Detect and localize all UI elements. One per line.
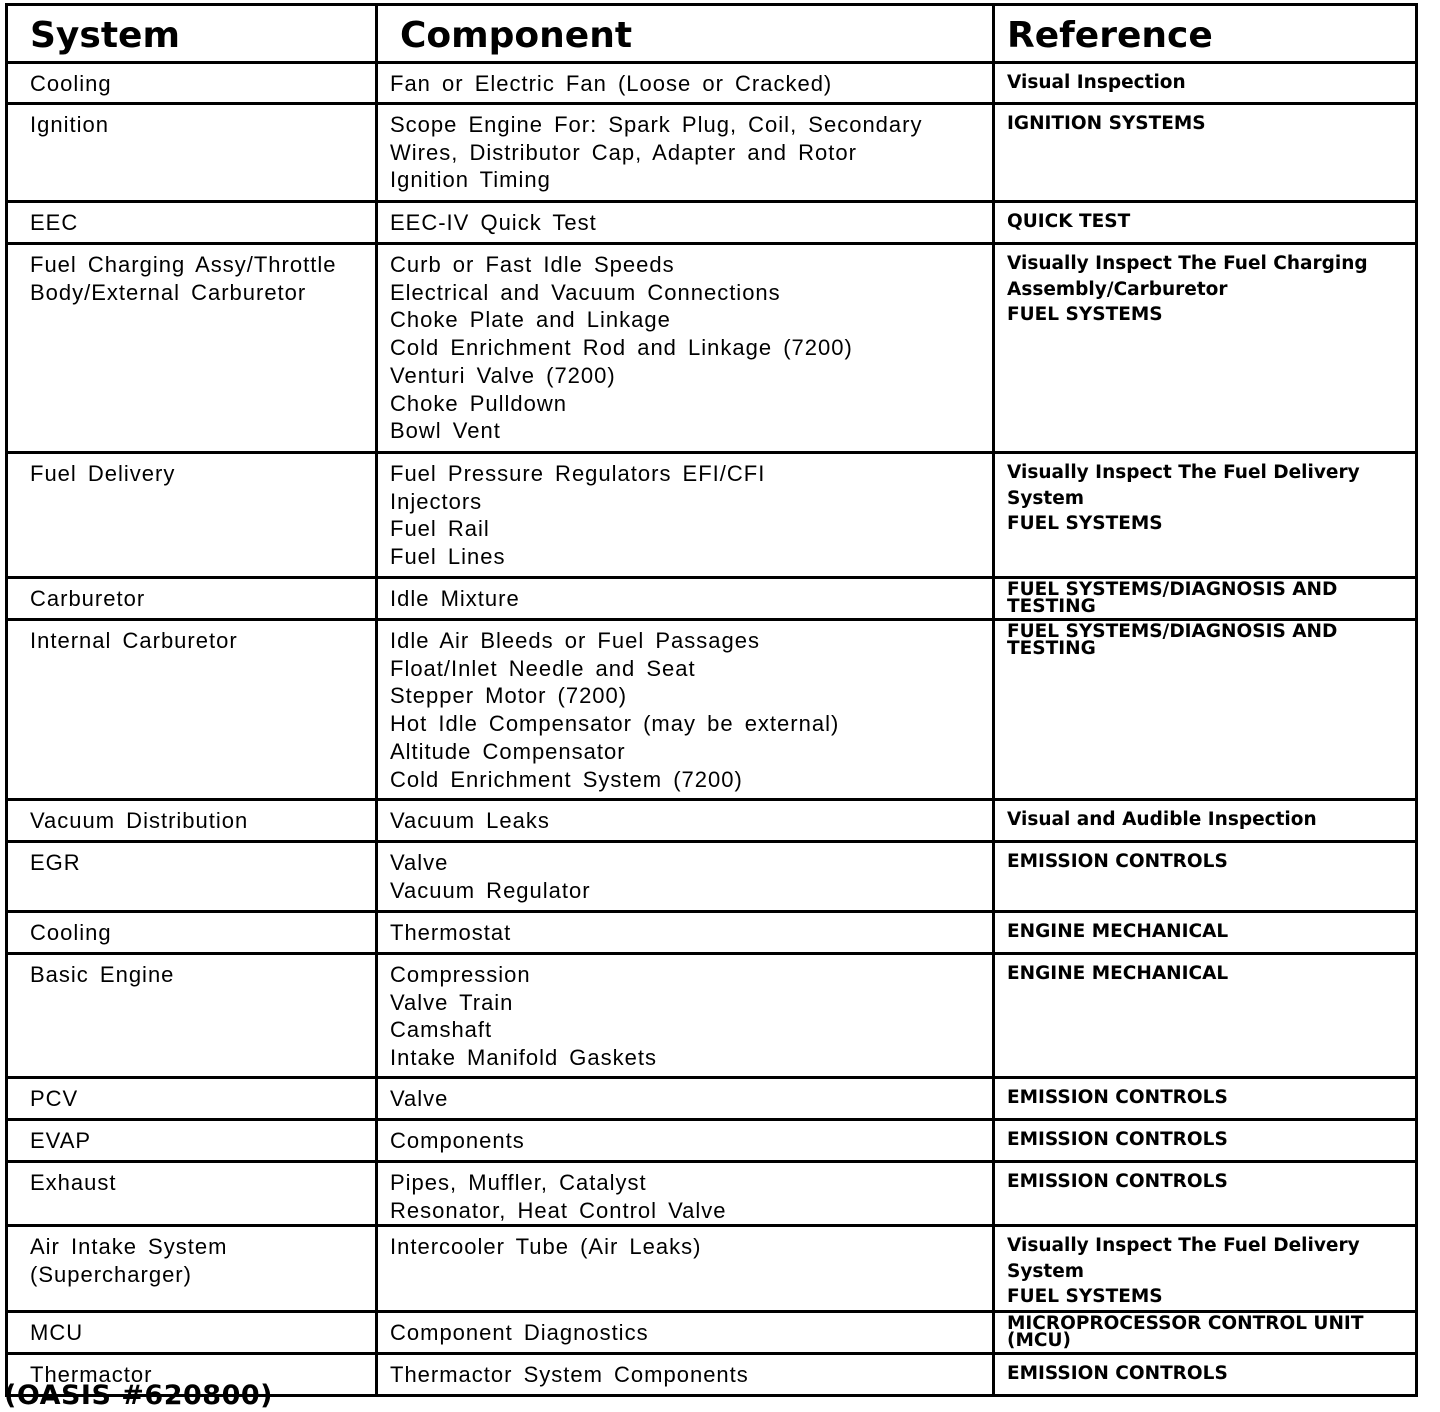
cell-component: Scope Engine For: Spark Plug, Coil, Secondary Wires, Distributor Cap, Adapter and Rotor Ignition Timing: [390, 112, 923, 193]
cell-reference-box: [994, 202, 1417, 244]
cell-reference: IGNITION SYSTEMS: [1007, 113, 1206, 134]
cell-component-box: [377, 63, 994, 104]
cell-system-box: [7, 1162, 377, 1226]
cell-reference: Visually Inspect The Fuel Delivery System FUEL SYSTEMS: [1007, 1235, 1360, 1308]
table-row: [7, 578, 1417, 620]
cell-system-box: [7, 202, 377, 244]
table-row: [7, 63, 1417, 104]
cell-system: Cooling: [30, 920, 112, 945]
cell-system: Fuel Delivery: [30, 461, 176, 486]
cell-system: EVAP: [30, 1128, 92, 1153]
table-row: [7, 104, 1417, 202]
cell-reference-box: [994, 620, 1417, 800]
cell-reference-box: [994, 244, 1417, 453]
cell-component: Pipes, Muffler, Catalyst Resonator, Heat Control Valve: [390, 1170, 727, 1223]
table-body: [7, 63, 1417, 1396]
cell-reference: FUEL SYSTEMS/DIAGNOSIS AND TESTING: [1007, 579, 1338, 617]
cell-system-box: [7, 842, 377, 912]
oasis-reference-note: (OASIS #620800): [4, 1380, 273, 1411]
cell-component-box: [377, 244, 994, 453]
cell-component: Curb or Fast Idle Speeds Electrical and Vacuum Connections Choke Plate and Linkage Cold Enrichment Rod and Linkage (7200) Venturi Valve (7200) Choke Pulldown Bowl Vent: [390, 252, 853, 444]
cell-reference-box: [994, 63, 1417, 104]
cell-system: Fuel Charging Assy/Throttle Body/External Carburetor: [30, 252, 337, 305]
cell-system-box: [7, 1311, 377, 1353]
cell-system: EEC: [30, 210, 79, 235]
cell-reference: EMISSION CONTROLS: [1007, 1129, 1228, 1150]
cell-system-box: [7, 578, 377, 620]
cell-component: Valve: [390, 1086, 449, 1111]
table-row: [7, 912, 1417, 954]
cell-component-box: [377, 1162, 994, 1226]
table-row: [7, 453, 1417, 578]
cell-system: Basic Engine: [30, 962, 175, 987]
cell-system-box: [7, 244, 377, 453]
cell-component-box: [377, 842, 994, 912]
cell-reference-box: [994, 954, 1417, 1078]
table-row: [7, 954, 1417, 1078]
cell-component-box: [377, 453, 994, 578]
cell-reference-box: [994, 1120, 1417, 1162]
cell-reference-box: [994, 1078, 1417, 1120]
cell-component: Thermactor System Components: [390, 1361, 749, 1387]
cell-system: PCV: [30, 1086, 79, 1111]
cell-reference: Visually Inspect The Fuel Charging Assembly/Carburetor FUEL SYSTEMS: [1007, 253, 1368, 325]
cell-system-box: [7, 63, 377, 104]
cell-reference: Visual and Audible Inspection: [1007, 809, 1317, 830]
cell-component: Fan or Electric Fan (Loose or Cracked): [390, 71, 833, 96]
cell-component: Idle Air Bleeds or Fuel Passages Float/Inlet Needle and Seat Stepper Motor (7200) Hot Idle Compensator (may be external) Altitude Compensator Cold Enrichment System (7200): [390, 628, 840, 792]
cell-system: Ignition: [30, 112, 109, 137]
cell-component-box: [377, 620, 994, 800]
cell-component-box: [377, 202, 994, 244]
cell-system-box: [7, 800, 377, 842]
cell-component: Thermostat: [390, 920, 512, 945]
table-row: [7, 1078, 1417, 1120]
cell-component: EEC-IV Quick Test: [390, 210, 597, 235]
cell-reference: FUEL SYSTEMS/DIAGNOSIS AND TESTING: [1007, 621, 1338, 659]
cell-component: Idle Mixture: [390, 586, 520, 611]
cell-reference: EMISSION CONTROLS: [1007, 1171, 1228, 1192]
cell-component: Compression Valve Train Camshaft Intake Manifold Gaskets: [390, 962, 658, 1071]
cell-system: Vacuum Distribution: [30, 808, 249, 833]
cell-reference-box: [994, 912, 1417, 954]
cell-system: EGR: [30, 850, 81, 875]
cell-system-box: [7, 453, 377, 578]
cell-reference: EMISSION CONTROLS: [1007, 1362, 1228, 1384]
cell-reference: Visual Inspection: [1007, 72, 1186, 93]
table-row: [7, 1311, 1417, 1353]
cell-component: Components: [390, 1128, 525, 1153]
table-row: [7, 842, 1417, 912]
cell-reference-box: [994, 578, 1417, 620]
cell-component: Component Diagnostics: [390, 1319, 649, 1345]
cell-system: Exhaust: [30, 1170, 117, 1195]
cell-reference: QUICK TEST: [1007, 211, 1131, 232]
table-row: [7, 202, 1417, 244]
cell-system-box: [7, 1078, 377, 1120]
cell-reference-box: [994, 842, 1417, 912]
cell-reference-box: [994, 104, 1417, 202]
cell-system: Carburetor: [30, 586, 146, 611]
header-component: Component: [377, 5, 994, 63]
cell-reference: Visually Inspect The Fuel Delivery System FUEL SYSTEMS: [1007, 462, 1360, 534]
cell-component-box: [377, 1120, 994, 1162]
header-row: [7, 5, 1417, 63]
table-row: [7, 1162, 1417, 1226]
cell-reference: ENGINE MECHANICAL: [1007, 963, 1229, 984]
cell-component-box: [377, 954, 994, 1078]
diagnosis-table: [5, 3, 1418, 1397]
header-system: System: [7, 5, 377, 63]
cell-reference-box: [994, 800, 1417, 842]
table-row: [7, 244, 1417, 453]
cell-reference: EMISSION CONTROLS: [1007, 1087, 1228, 1108]
cell-reference: ENGINE MECHANICAL: [1007, 921, 1229, 942]
cell-system-box: [7, 1120, 377, 1162]
cell-system-box: [7, 104, 377, 202]
cell-system: Thermactor: [30, 1361, 153, 1387]
table-row: [7, 1120, 1417, 1162]
cell-reference-box: [994, 1311, 1417, 1353]
cell-reference-box: [994, 1162, 1417, 1226]
cell-reference-box: [994, 453, 1417, 578]
cell-reference-box: [994, 1353, 1417, 1395]
cell-system: MCU: [30, 1319, 84, 1345]
cell-component-box: [377, 912, 994, 954]
cell-system: Cooling: [30, 71, 112, 96]
header-reference: Reference: [994, 5, 1417, 63]
cell-component-box: [377, 1226, 994, 1312]
cell-reference: EMISSION CONTROLS: [1007, 851, 1228, 872]
cell-system-box: [7, 954, 377, 1078]
cell-component: Vacuum Leaks: [390, 808, 550, 833]
cell-component: Fuel Pressure Regulators EFI/CFI Injectors Fuel Rail Fuel Lines: [390, 461, 766, 570]
cell-component-box: [377, 1353, 994, 1395]
cell-component-box: [377, 1311, 994, 1353]
cell-component-box: [377, 104, 994, 202]
table-row: [7, 620, 1417, 800]
cell-system-box: [7, 1226, 377, 1312]
cell-system-box: [7, 912, 377, 954]
cell-component: Intercooler Tube (Air Leaks): [390, 1234, 702, 1260]
cell-component-box: [377, 578, 994, 620]
cell-component-box: [377, 800, 994, 842]
cell-reference: MICROPROCESSOR CONTROL UNIT (MCU): [1007, 1312, 1364, 1351]
cell-system: Air Intake System (Supercharger): [30, 1234, 228, 1288]
table-row: [7, 1226, 1417, 1312]
cell-component-box: [377, 1078, 994, 1120]
cell-component: Valve Vacuum Regulator: [390, 850, 591, 903]
cell-system-box: [7, 620, 377, 800]
cell-system: Internal Carburetor: [30, 628, 238, 653]
cell-reference-box: [994, 1226, 1417, 1312]
table-row: [7, 800, 1417, 842]
